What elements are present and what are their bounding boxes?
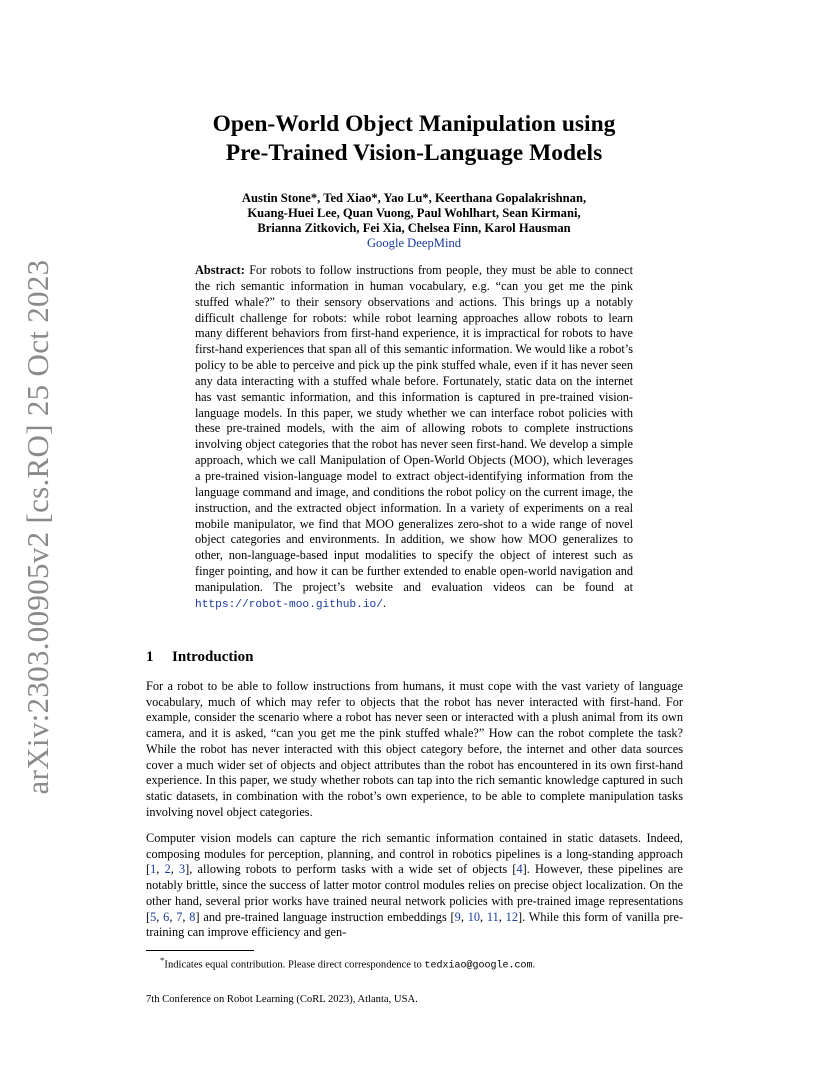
authors-line-3: Brianna Zitkovich, Fei Xia, Chelsea Finn, Karol Hausman xyxy=(257,221,571,235)
citation-link[interactable]: 6 xyxy=(163,909,170,924)
p2-text-b: ], allowing robots to perform tasks with a wide set of objects [ xyxy=(185,862,517,877)
citation-separator: , xyxy=(169,909,177,924)
abstract-end: . xyxy=(382,595,387,610)
project-url-link[interactable]: https://robot-moo.github.io/ xyxy=(195,598,383,611)
abstract-text: For robots to follow instructions from people, they must be able to connect the rich semantic information in human vocabulary, e.g. “can you get me the pink stuffed whale?” to their sensory observations and actions. This brings up a notably difficult challenge for robots: while robot learning approaches allow robots to learn many different behaviors from first-hand experience, it is impractical for robots to have first-hand experiences that span all of this semantic information. We would like a robot’s policy to be able to perceive and pick up the pink stuffed whale, even if it has never seen any data interacting with a stuffed whale before. Fortunately, static data on the internet has vast semantic information, and this information is captured in pre-trained vision-language models. In this paper, we study whether we can interface robot policies with these pre-trained models, with the aim of allowing robots to complete instructions involving object categories that the robot has never seen first-hand. We develop a simple approach, which we call Manipulation of Open-World Objects (MOO), which leverages a pre-trained vision-language model to extract object-identifying information from the language command and image, and conditions the robot policy on the current image, the instruction, and the extracted object information. In a variety of experiments on a real mobile manipulator, we find that MOO generalizes zero-shot to a wide range of novel object categories and environments. In addition, we show how MOO generalizes to other, non-language-based input modalities to specify the object of interest such as finger pointing, and how it can be further extended to enable open-world navigation and manipulation. The project’s website and evaluation videos can be found at xyxy=(195,263,634,594)
abstract-label: Abstract: xyxy=(195,263,245,277)
citation-link[interactable]: 9 xyxy=(454,909,461,924)
citation-link[interactable]: 5 xyxy=(150,909,157,924)
title-line-2: Pre-Trained Vision-Language Models xyxy=(225,140,603,166)
footnote-rule xyxy=(146,950,254,951)
title-line-1: Open-World Object Manipulation using xyxy=(212,111,616,137)
citation-link[interactable]: 4 xyxy=(516,862,523,877)
footnote-end: . xyxy=(532,959,536,971)
abstract xyxy=(195,263,633,614)
footnote-text: Indicates equal contribution. Please direct correspondence to xyxy=(164,959,422,971)
citation-link[interactable]: 3 xyxy=(179,862,186,877)
author-list xyxy=(0,191,828,236)
arxiv-identifier: arXiv:2303.00905v2 [cs.RO] 25 Oct 2023 xyxy=(20,259,55,795)
intro-paragraph-2 xyxy=(146,831,683,941)
footnote-mark: * xyxy=(160,955,165,965)
p2-text-a: Computer vision models can capture the rich semantic information contained in static datasets. Indeed, composing modules for perception, planning, and control in robotics pipelines is a long-standing approach [ xyxy=(146,831,683,877)
citation-separator: , xyxy=(498,909,506,924)
citation-separator: , xyxy=(156,862,165,877)
citation-separator: , xyxy=(460,909,468,924)
citation-link[interactable]: 1 xyxy=(150,862,157,877)
citation-separator: , xyxy=(156,909,164,924)
authors-line-2: Kuang-Huei Lee, Quan Vuong, Paul Wohlhart, Sean Kirmani, xyxy=(247,206,581,220)
citation-separator: , xyxy=(480,909,487,924)
citation-link[interactable]: 8 xyxy=(189,909,196,924)
affiliation: Google DeepMind xyxy=(366,236,462,250)
section-number: 1 xyxy=(146,649,154,665)
p2-text-e: ]. While this form of vanilla pre-training can improve efficiency and gen- xyxy=(146,909,684,940)
conference-note: 7th Conference on Robot Learning (CoRL 2023), Atlanta, USA. xyxy=(146,994,418,1005)
citation-link[interactable]: 12 xyxy=(505,909,518,924)
intro-paragraph-1: For a robot to be able to follow instructions from humans, it must cope with the vast variety of language vocabulary, much of which may refer to objects that the robot has never interacted with first-hand. For example, consider the scenario where a robot has never seen or interacted with a plush animal from its own camera, and it is asked, “can you get me the pink stuffed whale?” How can the robot complete the task? While the robot has never interacted with this object category before, the internet and other data sources cover a much wider set of objects and object attributes than the robot has encountered in its own first-hand experience. In this paper, we study whether robots can tap into the rich semantic knowledge captured in such static datasets, in combination with the robot’s own experience, to be able to complete manipulation tasks involving novel object categories. xyxy=(146,679,683,819)
authors-line-1: Austin Stone*, Ted Xiao*, Yao Lu*, Keerthana Gopalakrishnan, xyxy=(241,191,587,205)
footnote xyxy=(160,954,535,973)
citation-link[interactable]: 7 xyxy=(176,909,183,924)
p2-text-d: ] and pre-trained language instruction embeddings [ xyxy=(195,909,455,924)
section-heading-introduction xyxy=(146,648,253,666)
citation-link[interactable]: 10 xyxy=(467,909,481,924)
section-title: Introduction xyxy=(172,649,254,665)
citation-separator: , xyxy=(170,862,180,877)
citation-link[interactable]: 11 xyxy=(486,909,499,924)
paper-title xyxy=(0,110,828,168)
p2-text-c: ]. However, these pipelines are notably brittle, since the success of latter motor control modules relies on precise object localization. On the other hand, several prior works have trained neural network policies with pre-trained image representations [ xyxy=(146,862,684,924)
citation-separator: , xyxy=(182,909,190,924)
citation-link[interactable]: 2 xyxy=(164,862,171,877)
correspondence-email[interactable]: tedxiao@google.com xyxy=(424,960,533,972)
